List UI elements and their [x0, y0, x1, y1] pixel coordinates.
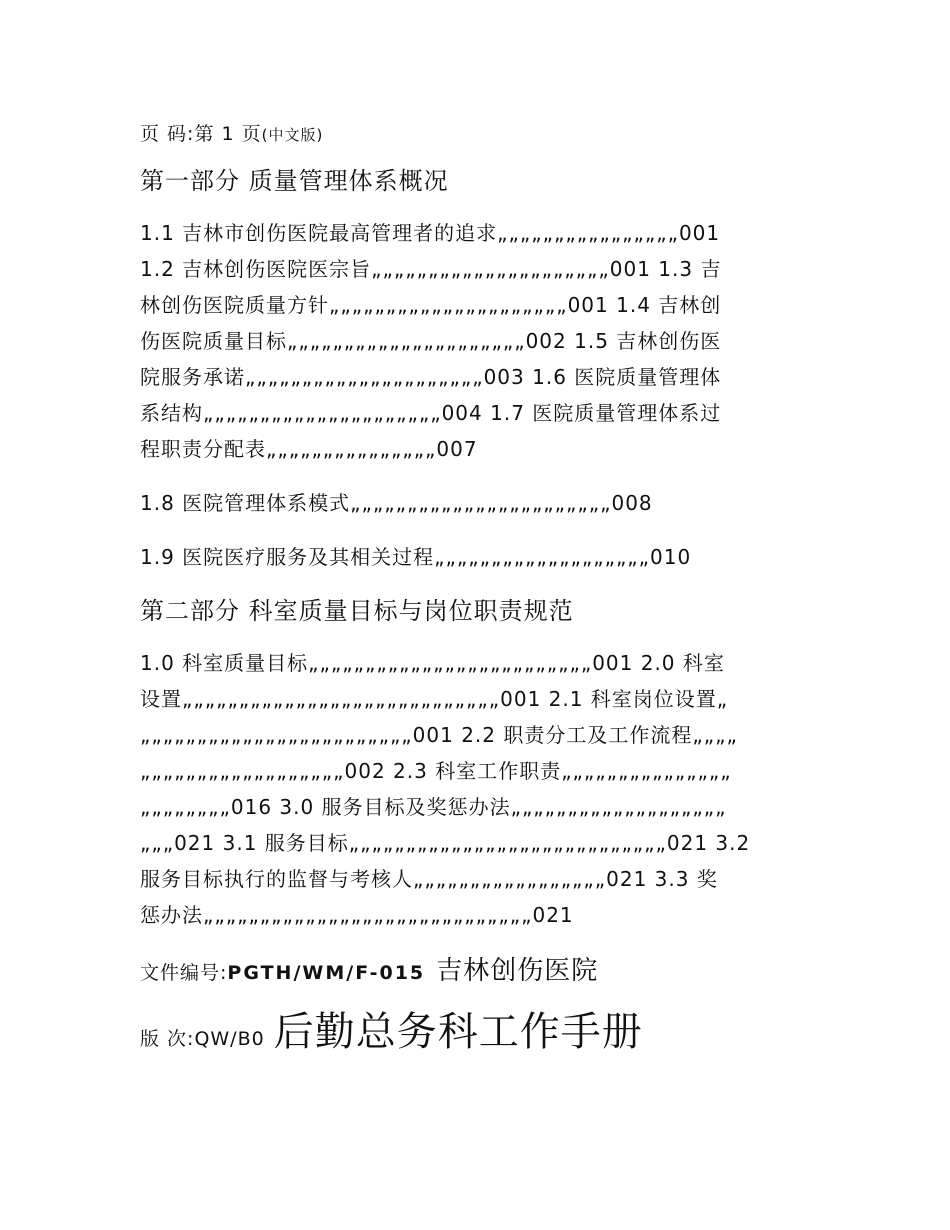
file-number-label: 文件编号: — [140, 962, 228, 984]
toc-line: 1.2 吉林创伤医院医宗旨„„„„„„„„„„„„„„„„„„„„„001 1.3 吉 — [140, 257, 722, 281]
page-code-line — [140, 118, 810, 151]
manual-title: 后勤总务科工作手册 — [273, 1009, 643, 1055]
toc-line: 1.0 科室质量目标„„„„„„„„„„„„„„„„„„„„„„„„„001 2.0 科室 — [140, 651, 725, 675]
toc-line: 惩办法„„„„„„„„„„„„„„„„„„„„„„„„„„„„„021 — [140, 903, 574, 927]
toc-line: 林创伤医院质量方针„„„„„„„„„„„„„„„„„„„„„001 1.4 吉林创 — [140, 293, 722, 317]
toc-line: 设置„„„„„„„„„„„„„„„„„„„„„„„„„„„„001 2.1 科室岗位设置„ — [140, 687, 729, 711]
toc-line: „„„„„„„„„„„„„„„„„„„„„„„„001 2.2 职责分工及工作流程„„„„ — [140, 723, 738, 747]
toc-line: 系结构„„„„„„„„„„„„„„„„„„„„„004 1.7 医院质量管理体系过 — [140, 401, 722, 425]
part1-toc-block — [140, 215, 810, 467]
toc-item-1-8: 1.8 医院管理体系模式„„„„„„„„„„„„„„„„„„„„„„„008 — [140, 491, 653, 515]
page-code-label: 页 码:第 1 页 — [140, 123, 262, 145]
toc-line: 院服务承诺„„„„„„„„„„„„„„„„„„„„„003 1.6 医院质量管理体 — [140, 365, 722, 389]
part1-heading: 第一部分 质量管理体系概况 — [140, 167, 449, 195]
toc-line: 1.1 吉林市创伤医院最高管理者的追求„„„„„„„„„„„„„„„„001 — [140, 221, 721, 245]
toc-line: 伤医院质量目标„„„„„„„„„„„„„„„„„„„„„002 1.5 吉林创伤医 — [140, 329, 722, 353]
toc-line: 程职责分配表„„„„„„„„„„„„„„„007 — [140, 437, 478, 461]
page-code-note: (中文版) — [261, 126, 324, 144]
toc-item-1-9: 1.9 医院医疗服务及其相关过程„„„„„„„„„„„„„„„„„„„010 — [140, 545, 692, 569]
toc-line: „„„„„„„„016 3.0 服务目标及奖惩办法„„„„„„„„„„„„„„„„„„„ — [140, 795, 727, 819]
file-number-code: PGTH/WM/F-015 — [227, 962, 426, 984]
version-label: 版 次:QW/B0 — [140, 1028, 265, 1050]
toc-line: „„„„„„„„„„„„„„„„„„002 2.3 科室工作职责„„„„„„„„„„„„„„„ — [140, 759, 732, 783]
document-page — [140, 118, 810, 1066]
file-number-line — [140, 951, 810, 993]
toc-line: „„„021 3.1 服务目标„„„„„„„„„„„„„„„„„„„„„„„„„„„„021 3.2 — [140, 831, 751, 855]
toc-line: 服务目标执行的监督与考核人„„„„„„„„„„„„„„„„„021 3.3 奖 — [140, 867, 718, 891]
hospital-name: 吉林创伤医院 — [436, 956, 599, 986]
version-line — [140, 1005, 810, 1066]
part2-heading: 第二部分 科室质量目标与岗位职责规范 — [140, 597, 574, 625]
part2-toc-block — [140, 645, 810, 933]
